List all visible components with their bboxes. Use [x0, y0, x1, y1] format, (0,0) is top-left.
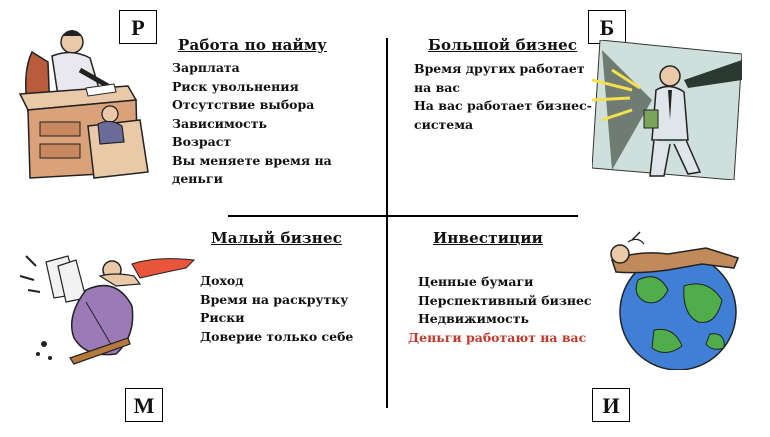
letter-box-bottom-left: М [125, 388, 163, 422]
quadrant-list-bottom-left [200, 272, 353, 346]
list-item: Возраст [172, 134, 232, 149]
quadrant-title-bottom-right: Инвестиции [433, 229, 544, 247]
office-worker-desk-icon [10, 22, 160, 180]
quadrant-title-bottom-left: Малый бизнес [211, 229, 343, 247]
list-item: Зависимость [172, 115, 267, 131]
list-item: Ценные бумаги [418, 274, 534, 289]
person-in-wind-icon [16, 246, 198, 374]
letter-box-bottom-right: И [592, 388, 630, 422]
list-item: Отсутствие выбора [172, 97, 315, 112]
horizontal-axis-line [228, 215, 578, 217]
list-item: Перспективный бизнес [418, 292, 592, 308]
list-item: Риск увольнения [172, 78, 299, 94]
list-item: Доход [200, 273, 244, 288]
list-item-highlight: Деньги работают на вас [408, 329, 587, 345]
letter-box-top-right: Б [588, 10, 626, 44]
quadrant-title-top-left: Работа по найму [178, 36, 327, 54]
vertical-axis-line [386, 38, 388, 408]
quadrant-list-top-left [172, 59, 347, 189]
list-item: Время на раскрутку [200, 291, 349, 307]
list-item: Зарплата [172, 60, 240, 75]
quadrant-list-top-right [414, 60, 599, 134]
person-relaxing-on-globe-icon [598, 230, 750, 370]
list-item: На вас работает бизнес-система [414, 98, 592, 132]
businessman-spotlight-icon [592, 40, 742, 180]
list-item: Риски [200, 310, 245, 325]
list-item: Недвижимость [418, 311, 529, 326]
quadrant-list-bottom-right [408, 273, 592, 347]
letter-box-top-left: Р [119, 10, 157, 44]
list-item: Доверие только себе [200, 328, 354, 344]
list-item: Время других работает на вас [414, 61, 585, 95]
quadrant-title-top-right: Большой бизнес [428, 36, 578, 54]
list-item: Вы меняете время на деньги [172, 152, 332, 186]
